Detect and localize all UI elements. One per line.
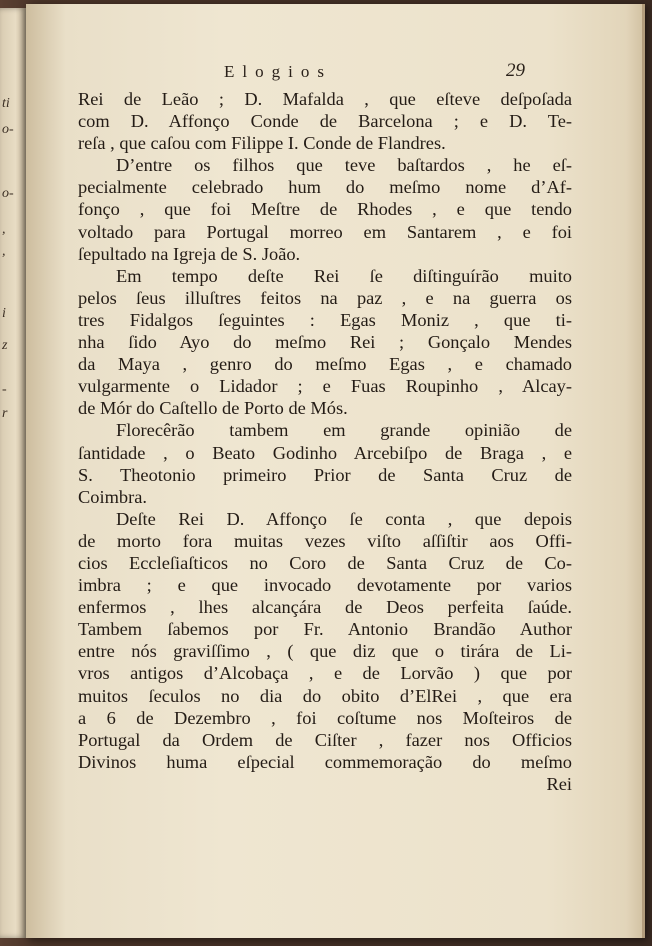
book-page [26, 4, 645, 938]
page-number: 29 [506, 60, 525, 81]
text-line: da Maya , genro do meſmo Egas , e chamado [78, 354, 572, 375]
left-page-edge [0, 8, 26, 938]
left-margin-fragment: r [2, 406, 8, 421]
text-line: Em tempo deſte Rei ſe diſtinguírão muito [116, 265, 572, 286]
text-line: muitos ſeculos no dia do obito d’ElRei , que era [78, 685, 572, 706]
left-margin-fragment: , [2, 222, 6, 237]
running-title: Elogios [224, 62, 332, 81]
text-line: tres Fidalgos ſeguintes : Egas Moniz , que ti- [78, 309, 572, 330]
text-line: com D. Affonço Conde de Barcelona ; e D. Te- [78, 111, 572, 132]
text-line: Coimbra. [78, 486, 147, 507]
text-line: reſa , que caſou com Filippe I. Conde de Flandres. [78, 133, 446, 154]
text-line: vros antigos d’Alcobaça , e de Lorvão ) que por [78, 663, 572, 684]
text-line: a 6 de Dezembro , foi coſtume nos Moſteiros de [78, 707, 572, 728]
text-line: voltado para Portugal morreo em Santarem , e foi [78, 221, 572, 242]
left-margin-fragment: - [2, 382, 7, 397]
text-line: ſepultado na Igreja de S. João. [78, 243, 301, 264]
text-line: pecialmente celebrado hum do meſmo nome d’Af- [78, 177, 572, 198]
text-line: Deſte Rei D. Affonço ſe conta , que depois [116, 508, 572, 529]
left-margin-fragment: i [2, 306, 6, 321]
text-line: cios Eccleſiaſticos no Coro de Santa Cruz de Co- [78, 552, 572, 573]
text-line: ſantidade , o Beato Godinho Arcebiſpo de Braga , e [78, 442, 572, 463]
text-line: Florecêrão tambem em grande opinião de [116, 420, 572, 441]
text-line: fonço , que foi Meſtre de Rhodes , e que tendo [78, 199, 572, 220]
left-margin-fragment: , [2, 244, 6, 259]
text-line: Portugal da Ordem de Ciſter , fazer nos Officios [78, 729, 572, 750]
text-line: Tambem ſabemos por Fr. Antonio Brandão Author [78, 619, 572, 640]
text-line: de morto fora muitas vezes viſto aſſiſtir aos Offi- [78, 530, 572, 551]
text-line: enfermos , lhes alcançára de Deos perfeita ſaúde. [78, 597, 572, 618]
text-line: D’entre os filhos que teve baſtardos , he eſ- [116, 155, 572, 176]
body-text [78, 88, 572, 795]
text-line: pelos ſeus illuſtres feitos na paz , e na guerra os [78, 287, 572, 308]
text-line: Rei de Leão ; D. Mafalda , que eſteve deſpoſada [78, 89, 572, 109]
left-margin-fragment: o- [2, 122, 14, 137]
text-line: Divinos huma eſpecial commemoração do meſmo [78, 751, 572, 772]
left-margin-fragment: ti [2, 96, 10, 111]
text-line: de Mór do Caſtello de Porto de Mós. [78, 398, 348, 419]
left-margin-fragment: o- [2, 186, 14, 201]
text-line: S. Theotonio primeiro Prior de Santa Cruz de [78, 464, 572, 485]
left-margin-fragment: z [2, 338, 8, 353]
text-line: entre nós graviſſimo , ( que diz que o tirára de Li- [78, 641, 572, 662]
text-line: nha ſido Ayo do meſmo Rei ; Gonçalo Mendes [78, 332, 572, 353]
page-header [26, 62, 642, 88]
text-line: imbra ; e que invocado devotamente por varios [78, 575, 572, 596]
catchword: Rei [546, 773, 572, 794]
text-line: vulgarmente o Lidador ; e Fuas Roupinho , Alcay- [78, 376, 572, 397]
